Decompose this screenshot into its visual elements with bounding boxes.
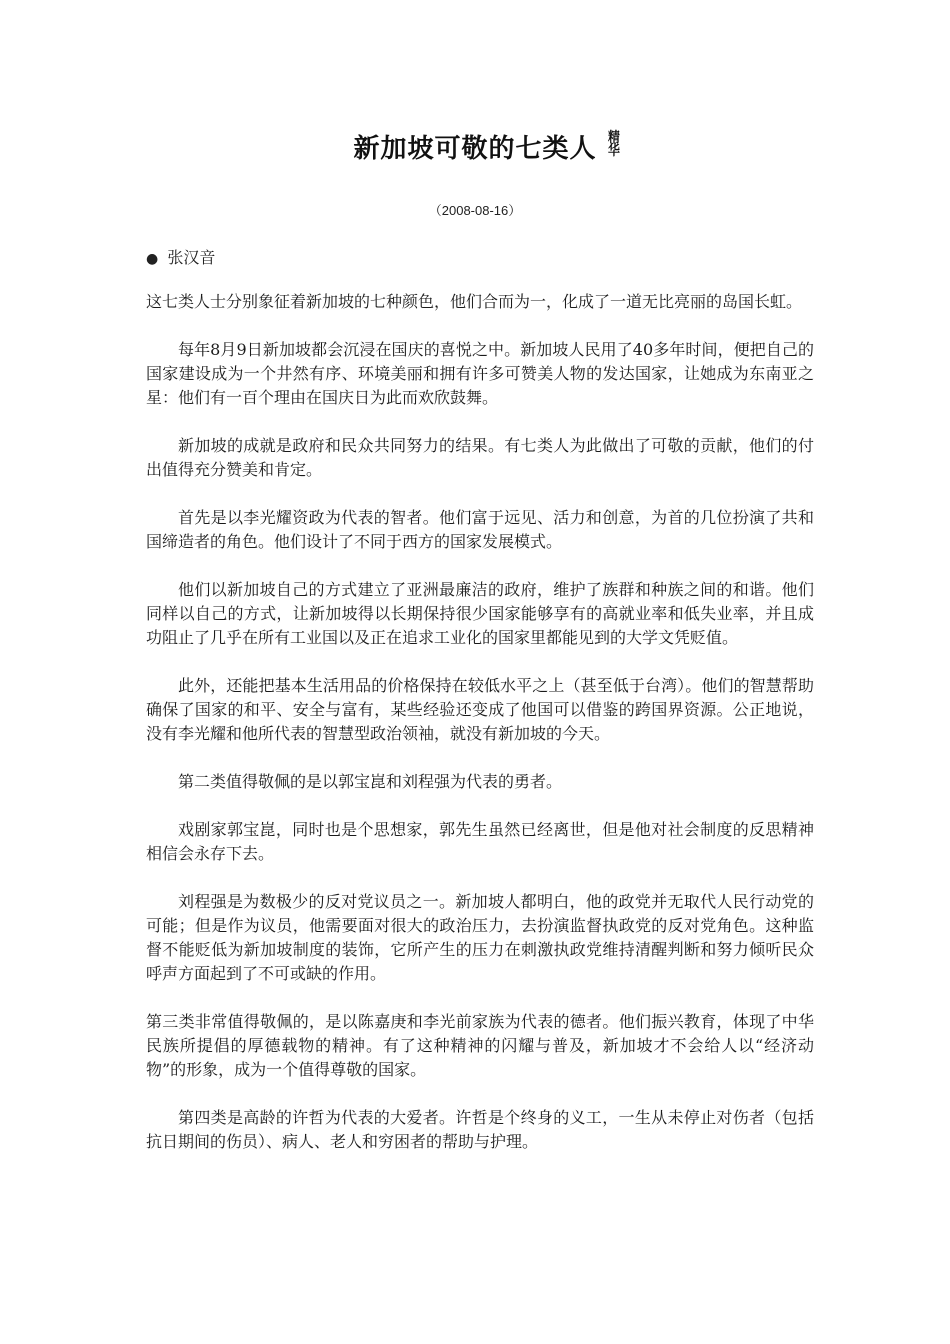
paragraph: 第三类非常值得敬佩的，是以陈嘉庚和李光前家族为代表的德者。他们振兴教育，体现了中华民族所提倡的厚德载物的精神。有了这种精神的闪耀与普及，新加坡才不会给人以“经济动物”的形象，成为一个值得尊敬的国家。: [146, 1012, 814, 1079]
paragraph: 他们以新加坡自己的方式建立了亚洲最廉洁的政府，维护了族群和种族之间的和谐。他们同样以自己的方式，让新加坡得以长期保持很少国家能够享有的高就业率和低失业率，并且成功阻止了几乎在所有工业国以及正在追求工业化的国家里都能见到的大学文凭贬值。: [146, 580, 814, 647]
page-title: 新加坡可敬的七类人: [353, 134, 597, 164]
paragraph: 新加坡的成就是政府和民众共同努力的结果。有七类人为此做出了可敬的贡献，他们的付出值得充分赞美和肯定。: [146, 436, 814, 479]
paragraph: 此外，还能把基本生活用品的价格保持在较低水平之上（甚至低于台湾）。他们的智慧帮助确保了国家的和平、安全与富有，某些经验还变成了他国可以借鉴的跨国界资源。公正地说，没有李光耀和他所代表的智慧型政治领袖，就没有新加坡的今天。: [146, 676, 814, 743]
author-line: [146, 245, 215, 268]
paragraph: 刘程强是为数极少的反对党议员之一。新加坡人都明白，他的政党并无取代人民行动党的可能；但是作为议员，他需要面对很大的政治压力，去扮演监督执政党的反对党角色。这种监督不能贬低为新加坡制度的装饰，它所产生的压力在刺激执政党维持清醒判断和努力倾听民众呼声方面起到了不可或缺的作用。: [146, 892, 814, 983]
author-name: 张汉音: [167, 248, 216, 267]
paragraph: 首先是以李光耀资政为代表的智者。他们富于远见、活力和创意，为首的几位扮演了共和国缔造者的角色。他们设计了不同于西方的国家发展模式。: [146, 508, 814, 551]
article-body: [146, 290, 814, 1178]
stamp-mark: 精华: [608, 130, 620, 159]
title-row: [0, 128, 950, 165]
paragraph: 戏剧家郭宝崑，同时也是个思想家，郭先生虽然已经离世，但是他对社会制度的反思精神相信会永存下去。: [146, 820, 814, 863]
paragraph: 这七类人士分别象征着新加坡的七种颜色，他们合而为一，化成了一道无比亮丽的岛国长虹。: [146, 292, 803, 311]
bullet-icon: ●: [146, 251, 159, 267]
publish-date: （2008-08-16）: [428, 203, 522, 218]
paragraph: 第二类值得敬佩的是以郭宝崑和刘程强为代表的勇者。: [178, 772, 563, 791]
paragraph: 每年8月9日新加坡都会沉浸在国庆的喜悦之中。新加坡人民用了40多年时间，便把自己的国家建设成为一个井然有序、环境美丽和拥有许多可赞美人物的发达国家，让她成为东南亚之星：他们有一百个理由在国庆日为此而欢欣鼓舞。: [146, 340, 814, 407]
paragraph: 第四类是高龄的许哲为代表的大爱者。许哲是个终身的义工，一生从未停止对伤者（包括抗日期间的伤员）、病人、老人和穷困者的帮助与护理。: [146, 1108, 814, 1151]
